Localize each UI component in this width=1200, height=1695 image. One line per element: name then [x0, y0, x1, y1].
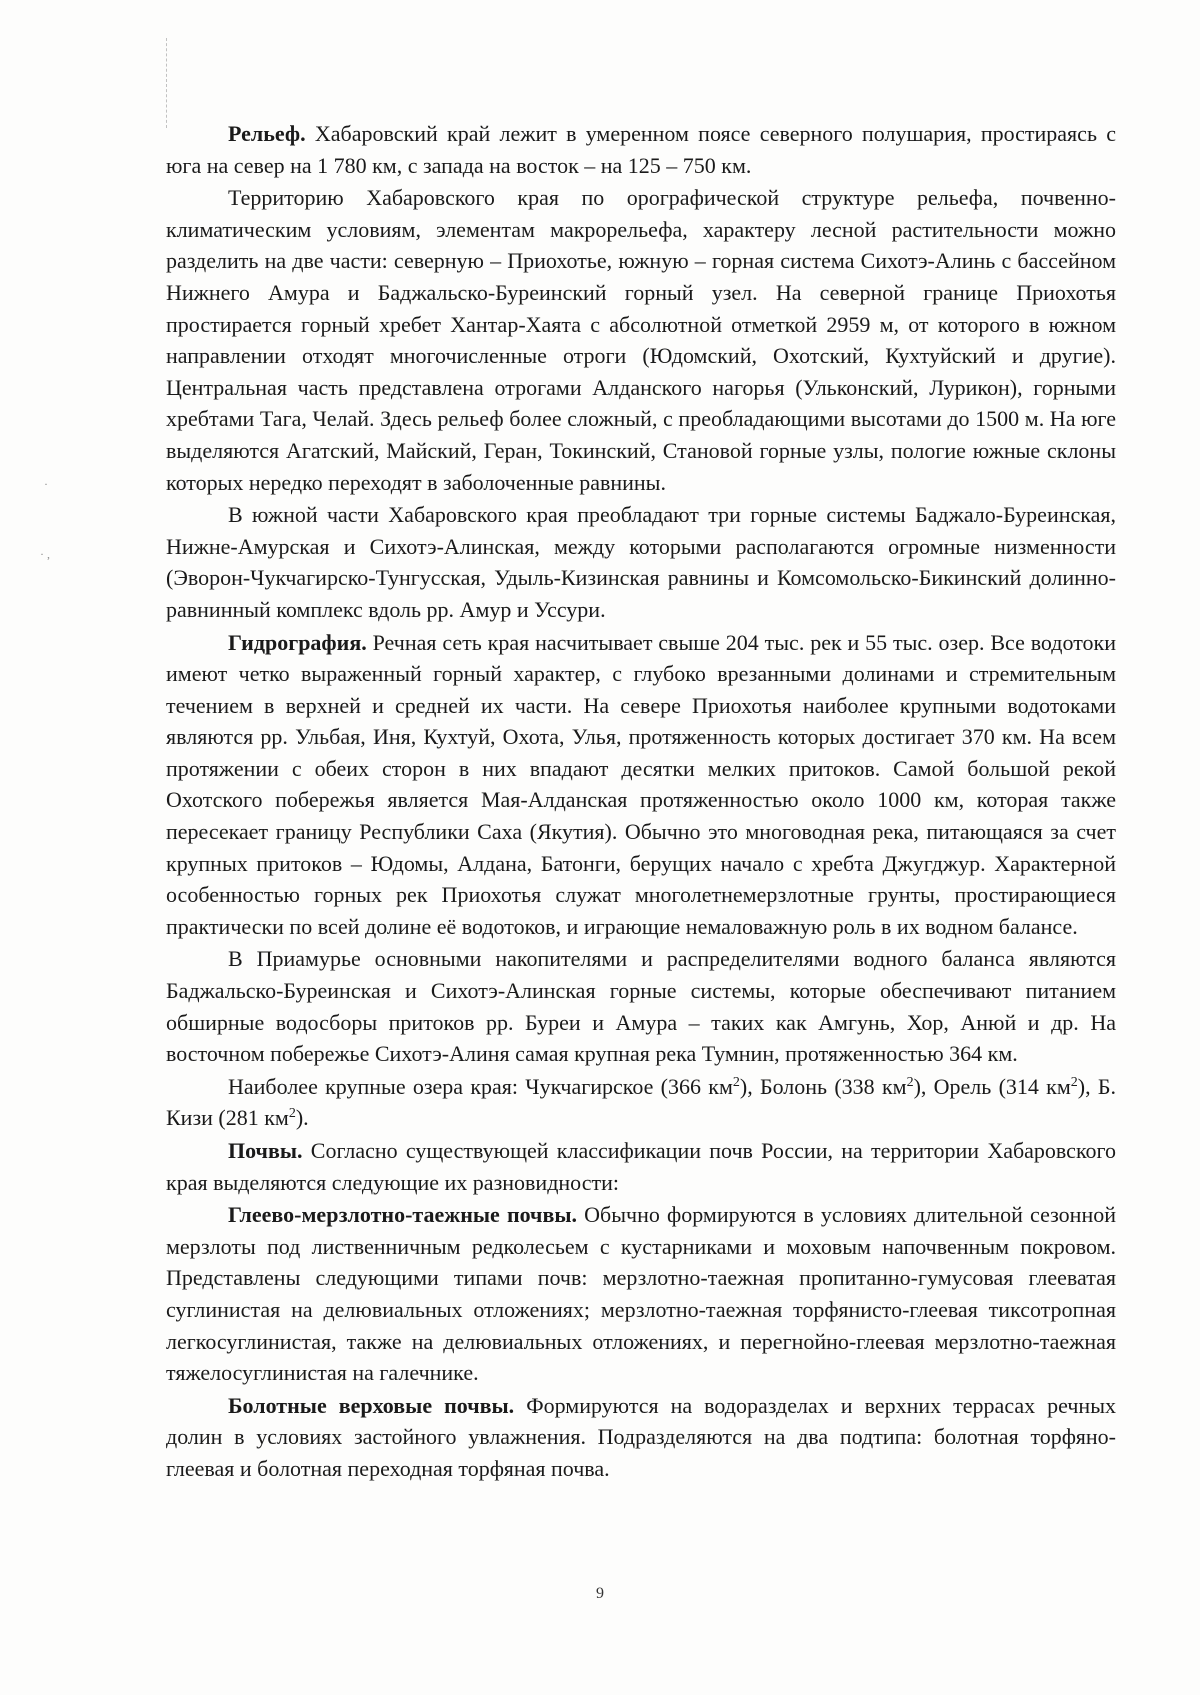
page-number: 9	[596, 1585, 604, 1602]
heading-hydrography: Гидрография.	[228, 629, 367, 655]
body-text	[166, 118, 1116, 1486]
paragraph-lakes	[166, 1071, 1116, 1134]
paragraph-text: Согласно существующей классификации почв России, на территории Хабаровского края выделяются следующие их разновидности:	[166, 1138, 1116, 1195]
paragraph-soils	[166, 1135, 1116, 1198]
paragraph-bog-soils	[166, 1390, 1116, 1485]
lakes-text-5: ).	[295, 1105, 309, 1131]
paragraph-text: Хабаровский край лежит в умеренном поясе северного полушария, простираясь с юга на север на 1 780 км, с запада на восток – на 125 – 750 км.	[166, 121, 1116, 178]
paragraph-text: Формируются на водоразделах и верхних террасах речных долин в условиях застойного увлажнения. Подразделяются на два подтипа: болотная торфяно-глеевая и болотная переходная торфяная почва.	[166, 1392, 1116, 1481]
scan-speck: ·	[44, 477, 48, 491]
superscript: 2	[732, 1074, 740, 1090]
paragraph-text: В Приамурье основными накопителями и распределителями водного баланса являются Баджальско-Буреинская и Сихотэ-Алинская горные системы, которые обеспечивают питанием обширные водосборы притоков рр. Буреи и Амура – таких как Амгунь, Хор, Анюй и др. На восточном побережье Сихотэ-Алиня самая крупная река Тумнин, протяженностью 364 км.	[166, 946, 1116, 1067]
lakes-text-2: ), Болонь (338 км	[739, 1073, 907, 1099]
heading-soils: Почвы.	[228, 1138, 303, 1163]
scan-artifact-marks	[166, 38, 171, 128]
paragraph-text: В южной части Хабаровского края преобладают три горные системы Баджало-Буреинская, Нижне-Амурская и Сихотэ-Алинская, между которыми располагаются огромные низменности (Эворон-Чукчагирско-Тунгусская, Удыль-Кизинская равнины и Комсомольско-Бикинский долинно-равнинный комплекс вдоль рр. Амур и Уссури.	[166, 502, 1116, 622]
heading-gley-permafrost: Глеево-мерзлотно-таежные почвы.	[228, 1202, 578, 1228]
paragraph-gley-permafrost	[166, 1199, 1116, 1389]
lakes-text-3: ), Орель (314 км	[913, 1073, 1071, 1099]
superscript: 2	[288, 1106, 296, 1122]
paragraph-relief-south	[166, 499, 1116, 625]
paragraph-relief	[166, 118, 1116, 181]
heading-relief: Рельеф.	[228, 121, 306, 146]
paragraph-text: Территорию Хабаровского края по орографической структуре рельефа, почвенно-климатическим условиям, элементам макрорельефа, характеру лесной растительности можно разделить на две части: северную – Приохотье, южную – горная система Сихотэ-Алинь с бассейном Нижнего Амура и Баджальско-Буреинский горный узел. На северной границе Приохотья простирается горный хребет Хантар-Хаята с абсолютной отметкой 2959 м, от которого в южном направлении отходят многочисленные отроги (Юдомский, Охотский, Кухтуйский и другие). Центральная часть представлена отрогами Алданского нагорья (Ульконский, Лурикон), горными хребтами Тага, Челай. Здесь рельеф более сложный, с преобладающими высотами до 1500 м. На юге выделяются Агатский, Майский, Геран, Токинский, Становой горные узлы, пологие южные склоны которых нередко переходят в заболоченные равнины.	[166, 185, 1116, 495]
superscript: 2	[906, 1074, 914, 1090]
lakes-text-4: ), Б. Кизи (281 км	[166, 1073, 1117, 1131]
heading-bog-soils: Болотные верховые почвы.	[228, 1392, 515, 1418]
paragraph-hydrography	[166, 627, 1116, 943]
paragraph-priamurye	[166, 943, 1116, 1069]
paragraph-relief-parts	[166, 182, 1116, 498]
paragraph-text: Речная сеть края насчитывает свыше 204 тыс. рек и 55 тыс. озер. Все водотоки имеют четко выраженный горный характер, с глубоко врезанными долинами и стремительным течением в верхней и средней их части. На севере Приохотья наиболее крупными водотоками являются рр. Ульбая, Иня, Кухтуй, Охота, Улья, протяженность которых достигает 370 км. На всем протяжении с обеих сторон в них впадают десятки мелких притоков. Самой большой рекой Охотского побережья является Мая-Алданская протяженностью около 1000 км, которая также пересекает границу Республики Саха (Якутия). Обычно это многоводная река, питающаяся за счет крупных притоков – Юдомы, Алдана, Батонги, берущих начало с хребта Джугджур. Характерной особенностью горных рек Приохотья служат многолетнемерзлотные грунты, простирающиеся практически по всей долине её водотоков, и играющие немаловажную роль в их водном балансе.	[166, 629, 1116, 939]
lakes-text-1: Наиболее крупные озера края: Чукчагирское (366 км	[228, 1073, 733, 1099]
scan-speck: · ,	[40, 547, 50, 561]
paragraph-text: Обычно формируются в условиях длительной сезонной мерзлоты под лиственничным редколесьем с кустарниками и моховым напочвенным покровом. Представлены следующими типами почв: мерзлотно-таежная пропитанно-гумусовая глееватая суглинистая на делювиальных отложениях; мерзлотно-таежная торфянисто-глеевая тиксотропная легкосуглинистая, также на делювиальных отложениях, и перегнойно-глеевая мерзлотно-таежная тяжелосуглинистая на галечнике.	[166, 1202, 1116, 1386]
superscript: 2	[1070, 1074, 1078, 1090]
